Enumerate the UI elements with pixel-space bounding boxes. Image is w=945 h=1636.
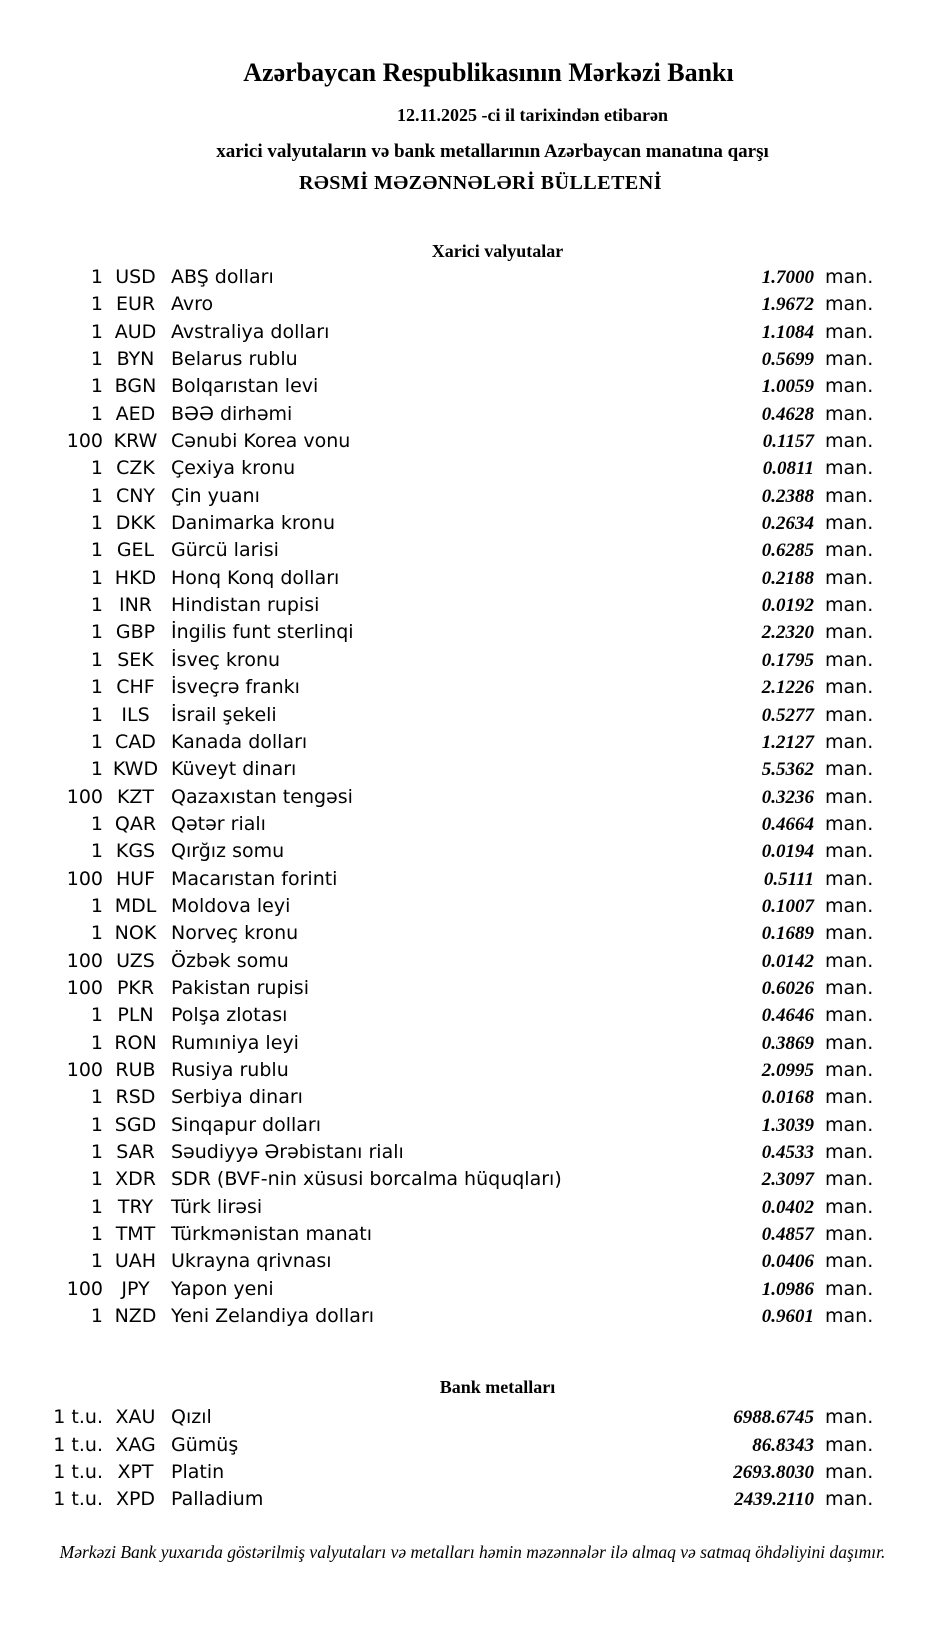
metal-row: [0, 1486, 877, 1513]
currency-row: [0, 1194, 877, 1221]
quantity: 1 t.u.: [53, 1461, 103, 1484]
quantity: 1: [90, 457, 103, 480]
quantity: 1: [90, 539, 103, 562]
currency-name: Rusiya rublu: [171, 1058, 289, 1081]
currency-row: [0, 1166, 877, 1193]
currency-row: [0, 838, 877, 865]
exchange-rate: 0.4628: [761, 403, 814, 425]
currency-row: [0, 319, 877, 346]
unit-label: man.: [825, 1004, 874, 1027]
currency-name: Qazaxıstan tengəsi: [171, 785, 353, 808]
unit-label: man.: [825, 348, 874, 371]
currency-row: [0, 346, 877, 373]
metals-section-heading: Bank metalları: [439, 1377, 556, 1398]
currency-row: [0, 510, 877, 537]
currency-code: NOK: [114, 922, 157, 945]
exchange-rate: 1.1084: [761, 321, 814, 343]
currency-name: Qızıl: [171, 1406, 212, 1429]
currency-row: [0, 756, 877, 783]
currency-row: [0, 537, 877, 564]
unit-label: man.: [825, 457, 874, 480]
currency-row: [0, 1030, 877, 1057]
quantity: 1: [90, 922, 103, 945]
currency-code: JPY: [121, 1277, 150, 1300]
currency-name: Sinqapur dolları: [171, 1113, 322, 1136]
quantity: 1: [90, 621, 103, 644]
unit-label: man.: [825, 1250, 874, 1273]
exchange-rate: 0.6026: [761, 977, 814, 999]
exchange-rate: 0.0402: [761, 1196, 814, 1218]
exchange-rate: 0.4533: [761, 1142, 814, 1163]
unit-label: man.: [825, 566, 874, 589]
currency-row: [0, 948, 877, 975]
quantity: 100: [66, 785, 103, 808]
quantity: 1: [90, 1195, 103, 1218]
unit-label: man.: [825, 758, 874, 781]
quantity: 1: [90, 293, 103, 316]
currency-name: Kanada dolları: [171, 730, 308, 753]
unit-label: man.: [825, 949, 874, 972]
exchange-rate: 0.9601: [761, 1306, 814, 1328]
unit-label: man.: [825, 621, 874, 644]
currency-name: İsveç kronu: [171, 648, 281, 671]
exchange-rate: 0.0406: [761, 1251, 814, 1273]
quantity: 1: [90, 566, 103, 589]
exchange-rate: 0.4857: [761, 1224, 814, 1246]
currency-rates-table: [0, 264, 945, 1330]
quantity: 100: [66, 1058, 103, 1081]
unit-label: man.: [825, 539, 874, 562]
unit-label: man.: [825, 1031, 874, 1054]
currency-code: EUR: [115, 293, 156, 316]
unit-label: man.: [825, 320, 874, 343]
metal-row: [0, 1459, 877, 1486]
currency-name: İsrail şekeli: [171, 703, 277, 726]
currency-code: GBP: [115, 621, 156, 644]
exchange-rate: 0.0811: [762, 458, 814, 480]
footer-note: Mərkəzi Bank yuxarıda göstərilmiş valyutaları və metalları həmin məzənnələr ilə almaq və satmaq öhdəliyini daşımır.: [59, 1541, 886, 1562]
currency-name: İngilis funt sterlinqi: [171, 621, 354, 644]
exchange-rate: 2439.2110: [734, 1489, 814, 1511]
unit-label: man.: [825, 785, 874, 808]
currency-name: Hindistan rupisi: [171, 594, 320, 617]
currency-name: Yapon yeni: [171, 1277, 274, 1300]
exchange-rate: 1.0059: [761, 376, 814, 398]
currency-name: Küveyt dinarı: [171, 758, 297, 781]
currency-code: KGS: [115, 840, 156, 863]
quantity: 1 t.u.: [53, 1488, 103, 1511]
currency-name: İsveçrə frankı: [171, 676, 300, 699]
exchange-rate: 1.9672: [761, 294, 814, 316]
currency-name: Honq Konq dolları: [171, 566, 340, 589]
unit-label: man.: [825, 1113, 874, 1136]
currency-code: NZD: [114, 1305, 157, 1328]
unit-label: man.: [825, 1141, 874, 1163]
currency-name: Özbək somu: [171, 949, 289, 972]
currency-name: Moldova leyi: [171, 894, 291, 917]
currency-row: [0, 1139, 877, 1166]
metal-row: [0, 1404, 877, 1431]
exchange-rate: 0.5277: [761, 704, 814, 726]
currency-code: XPT: [117, 1461, 154, 1484]
quantity: 1: [90, 402, 103, 425]
currency-name: Ukrayna qrivnası: [171, 1250, 332, 1273]
currency-code: RON: [114, 1031, 157, 1054]
currency-name: Cənubi Korea vonu: [171, 430, 351, 453]
currency-code: GEL: [116, 539, 155, 562]
quantity: 1: [90, 1250, 103, 1273]
metal-rates-table: [0, 1404, 945, 1513]
currencies-section-heading: Xarici valyutalar: [431, 241, 564, 261]
quantity: 1: [90, 1004, 103, 1027]
currency-row: [0, 920, 877, 947]
currency-name: Bolqarıstan levi: [171, 375, 319, 398]
quantity: 100: [66, 867, 103, 890]
unit-label: man.: [825, 922, 874, 945]
currency-name: Platin: [171, 1461, 225, 1484]
currency-code: QAR: [114, 812, 157, 835]
currency-name: Danimarka kronu: [171, 512, 336, 535]
currency-code: AED: [115, 402, 156, 425]
currency-name: Polşa zlotası: [171, 1004, 288, 1027]
exchange-rate: 0.6285: [761, 540, 814, 562]
exchange-rate: 0.2188: [761, 567, 814, 589]
unit-label: man.: [825, 1168, 874, 1191]
unit-label: man.: [825, 266, 874, 288]
quantity: 1: [90, 648, 103, 671]
exchange-rate: 0.4646: [761, 1005, 814, 1027]
currency-row: [0, 647, 877, 674]
currency-row: [0, 784, 877, 811]
currency-row: [0, 893, 877, 920]
unit-label: man.: [825, 1305, 874, 1328]
quantity: 1: [90, 266, 103, 288]
currency-row: [0, 729, 877, 756]
exchange-rate: 1.2127: [761, 731, 814, 753]
unit-label: man.: [825, 1195, 874, 1218]
exchange-rate: 2.1226: [761, 677, 814, 699]
exchange-rate: 0.0192: [761, 595, 814, 617]
currency-name: Avstraliya dolları: [171, 320, 330, 343]
exchange-rate: 1.3039: [761, 1114, 814, 1136]
currency-name: ABŞ dolları: [171, 266, 274, 288]
exchange-rate: 0.1157: [762, 431, 814, 453]
currency-code: KWD: [112, 758, 159, 781]
currency-code: UAH: [114, 1250, 157, 1273]
exchange-rate: 0.3869: [761, 1032, 814, 1054]
currency-code: USD: [115, 266, 156, 288]
unit-label: man.: [825, 730, 874, 753]
currency-row: [0, 1112, 877, 1139]
currency-code: SGD: [114, 1113, 157, 1136]
exchange-rate: 2.3097: [761, 1169, 814, 1191]
currency-code: CZK: [116, 457, 155, 480]
currency-row: [0, 373, 877, 400]
currency-name: Çexiya kronu: [171, 457, 296, 480]
currency-name: Səudiyyə Ərəbistanı rialı: [171, 1141, 404, 1163]
quantity: 100: [66, 430, 103, 453]
currency-name: Qırğız somu: [171, 840, 285, 863]
unit-label: man.: [825, 703, 874, 726]
currency-name: Qətər rialı: [171, 812, 266, 835]
unit-label: man.: [825, 1488, 874, 1511]
currency-row: [0, 674, 877, 701]
unit-label: man.: [825, 430, 874, 453]
currency-code: PKR: [116, 976, 155, 999]
currency-code: RUB: [115, 1058, 156, 1081]
exchange-rate: 0.2388: [761, 485, 814, 507]
exchange-rate: 0.5699: [761, 349, 814, 371]
quantity: 100: [66, 949, 103, 972]
currency-row: [0, 1057, 877, 1084]
quantity: 1: [90, 512, 103, 535]
currency-code: DKK: [115, 512, 156, 535]
exchange-rate: 1.7000: [761, 267, 814, 288]
currency-code: BYN: [116, 348, 155, 371]
currency-name: Belarus rublu: [171, 348, 298, 371]
currency-name: Çin yuanı: [171, 484, 260, 507]
unit-label: man.: [825, 1406, 874, 1429]
quantity: 1: [90, 320, 103, 343]
exchange-rate: 0.0168: [761, 1087, 814, 1109]
unit-label: man.: [825, 1086, 874, 1109]
currency-row: [0, 291, 877, 318]
unit-label: man.: [825, 976, 874, 999]
unit-label: man.: [825, 812, 874, 835]
bulletin-page: [0, 56, 945, 1636]
exchange-rate: 0.1795: [761, 649, 814, 671]
exchange-rate: 6988.6745: [733, 1407, 814, 1429]
currency-row: [0, 866, 877, 893]
quantity: 1: [90, 894, 103, 917]
currency-code: PLN: [117, 1004, 154, 1027]
currency-row: [0, 1276, 877, 1303]
currency-code: XPD: [115, 1488, 156, 1511]
currency-row: [0, 702, 877, 729]
currency-code: SAR: [116, 1141, 155, 1163]
currency-row: [0, 264, 877, 291]
exchange-rate: 1.0986: [761, 1278, 814, 1300]
quantity: 1 t.u.: [53, 1433, 103, 1456]
quantity: 1: [90, 730, 103, 753]
unit-label: man.: [825, 676, 874, 699]
unit-label: man.: [825, 1277, 874, 1300]
currency-row: [0, 565, 877, 592]
currency-code: TMT: [115, 1223, 156, 1246]
currency-name: SDR (BVF-nin xüsusi borcalma hüquqları): [171, 1168, 562, 1191]
currency-name: Rumıniya leyi: [171, 1031, 299, 1054]
currency-row: [0, 401, 877, 428]
currency-row: [0, 975, 877, 1002]
currency-name: Türkmənistan manatı: [171, 1223, 373, 1246]
exchange-rate: 0.2634: [761, 513, 814, 535]
exchange-rate: 2.2320: [761, 622, 814, 644]
exchange-rate: 86.8343: [752, 1434, 814, 1456]
currency-row: [0, 811, 877, 838]
currency-name: Palladium: [171, 1488, 264, 1511]
currency-row: [0, 1303, 877, 1330]
quantity: 1: [90, 812, 103, 835]
unit-label: man.: [825, 293, 874, 316]
currency-code: SEK: [117, 648, 154, 671]
unit-label: man.: [825, 894, 874, 917]
currency-code: MDL: [114, 894, 157, 917]
currency-row: [0, 1221, 877, 1248]
quantity: 1: [90, 676, 103, 699]
currency-name: Avro: [171, 293, 214, 316]
quantity: 1: [90, 1141, 103, 1163]
unit-label: man.: [825, 648, 874, 671]
exchange-rate: 0.1007: [761, 895, 814, 917]
page-title: Azərbaycan Respublikasının Mərkəzi Bankı: [243, 58, 734, 87]
currency-row: [0, 455, 877, 482]
currency-code: KZT: [116, 785, 155, 808]
exchange-rate: 0.4664: [761, 813, 814, 835]
currency-code: XAG: [115, 1433, 156, 1456]
quantity: 1: [90, 484, 103, 507]
effective-date: 12.11.2025 -ci il tarixindən etibarən: [397, 105, 668, 125]
currency-row: [0, 1002, 877, 1029]
currency-code: HUF: [115, 867, 156, 890]
exchange-rate: 0.3236: [761, 786, 814, 808]
currency-name: Pakistan rupisi: [171, 976, 309, 999]
currency-row: [0, 483, 877, 510]
quantity: 1: [90, 758, 103, 781]
currency-name: Gümüş: [171, 1433, 239, 1456]
currency-name: Serbiya dinarı: [171, 1086, 303, 1109]
currency-row: [0, 619, 877, 646]
unit-label: man.: [825, 1433, 874, 1456]
currency-code: CNY: [115, 484, 156, 507]
quantity: 1: [90, 840, 103, 863]
unit-label: man.: [825, 1223, 874, 1246]
exchange-rate: 0.5111: [763, 868, 814, 890]
quantity: 1: [90, 1031, 103, 1054]
exchange-rate: 5.5362: [761, 759, 814, 781]
exchange-rate: 0.0194: [761, 841, 814, 863]
currency-code: AUD: [114, 320, 157, 343]
currency-code: BGN: [114, 375, 157, 398]
quantity: 1: [90, 1305, 103, 1328]
unit-label: man.: [825, 1058, 874, 1081]
currency-row: [0, 428, 877, 455]
metal-row: [0, 1432, 877, 1459]
currency-code: CHF: [116, 676, 155, 699]
quantity: 1: [90, 1113, 103, 1136]
quantity: 1: [90, 375, 103, 398]
unit-label: man.: [825, 1461, 874, 1484]
unit-label: man.: [825, 594, 874, 617]
quantity: 1: [90, 348, 103, 371]
currency-name: Macarıstan forinti: [171, 867, 338, 890]
currency-code: ILS: [121, 703, 150, 726]
currency-code: XDR: [115, 1168, 156, 1191]
currency-name: Türk lirəsi: [171, 1195, 263, 1218]
unit-label: man.: [825, 840, 874, 863]
currency-code: INR: [118, 594, 153, 617]
exchange-rate: 0.1689: [761, 923, 814, 945]
currency-name: BƏƏ dirhəmi: [171, 402, 293, 425]
unit-label: man.: [825, 867, 874, 890]
unit-label: man.: [825, 484, 874, 507]
currency-code: CAD: [115, 730, 156, 753]
exchange-rate: 0.0142: [761, 950, 814, 972]
quantity: 1: [90, 594, 103, 617]
currency-name: Yeni Zelandiya dolları: [171, 1305, 375, 1328]
exchange-rate: 2693.8030: [733, 1462, 814, 1484]
quantity: 1 t.u.: [53, 1406, 103, 1429]
unit-label: man.: [825, 402, 874, 425]
currency-code: RSD: [115, 1086, 156, 1109]
bulletin-header: [0, 56, 945, 196]
quantity: 1: [90, 1086, 103, 1109]
quantity: 1: [90, 1223, 103, 1246]
quantity: 1: [90, 1168, 103, 1191]
quantity: 1: [90, 703, 103, 726]
currency-code: KRW: [113, 430, 158, 453]
currency-code: TRY: [117, 1195, 154, 1218]
exchange-rate: 2.0995: [761, 1059, 814, 1081]
currency-code: HKD: [114, 566, 157, 589]
currency-row: [0, 592, 877, 619]
unit-label: man.: [825, 512, 874, 535]
quantity: 100: [66, 976, 103, 999]
currency-row: [0, 1248, 877, 1275]
currency-code: UZS: [116, 949, 155, 972]
bulletin-title: RƏSMİ MƏZƏNNƏLƏRİ BÜLLETENİ: [299, 172, 662, 194]
currency-code: XAU: [115, 1406, 156, 1429]
unit-label: man.: [825, 375, 874, 398]
currency-name: Gürcü larisi: [171, 539, 279, 562]
quantity: 100: [66, 1277, 103, 1300]
subtitle: xarici valyutaların və bank metallarının Azərbaycan manatına qarşı: [216, 141, 769, 162]
currency-row: [0, 1084, 877, 1111]
currency-name: Norveç kronu: [171, 922, 299, 945]
